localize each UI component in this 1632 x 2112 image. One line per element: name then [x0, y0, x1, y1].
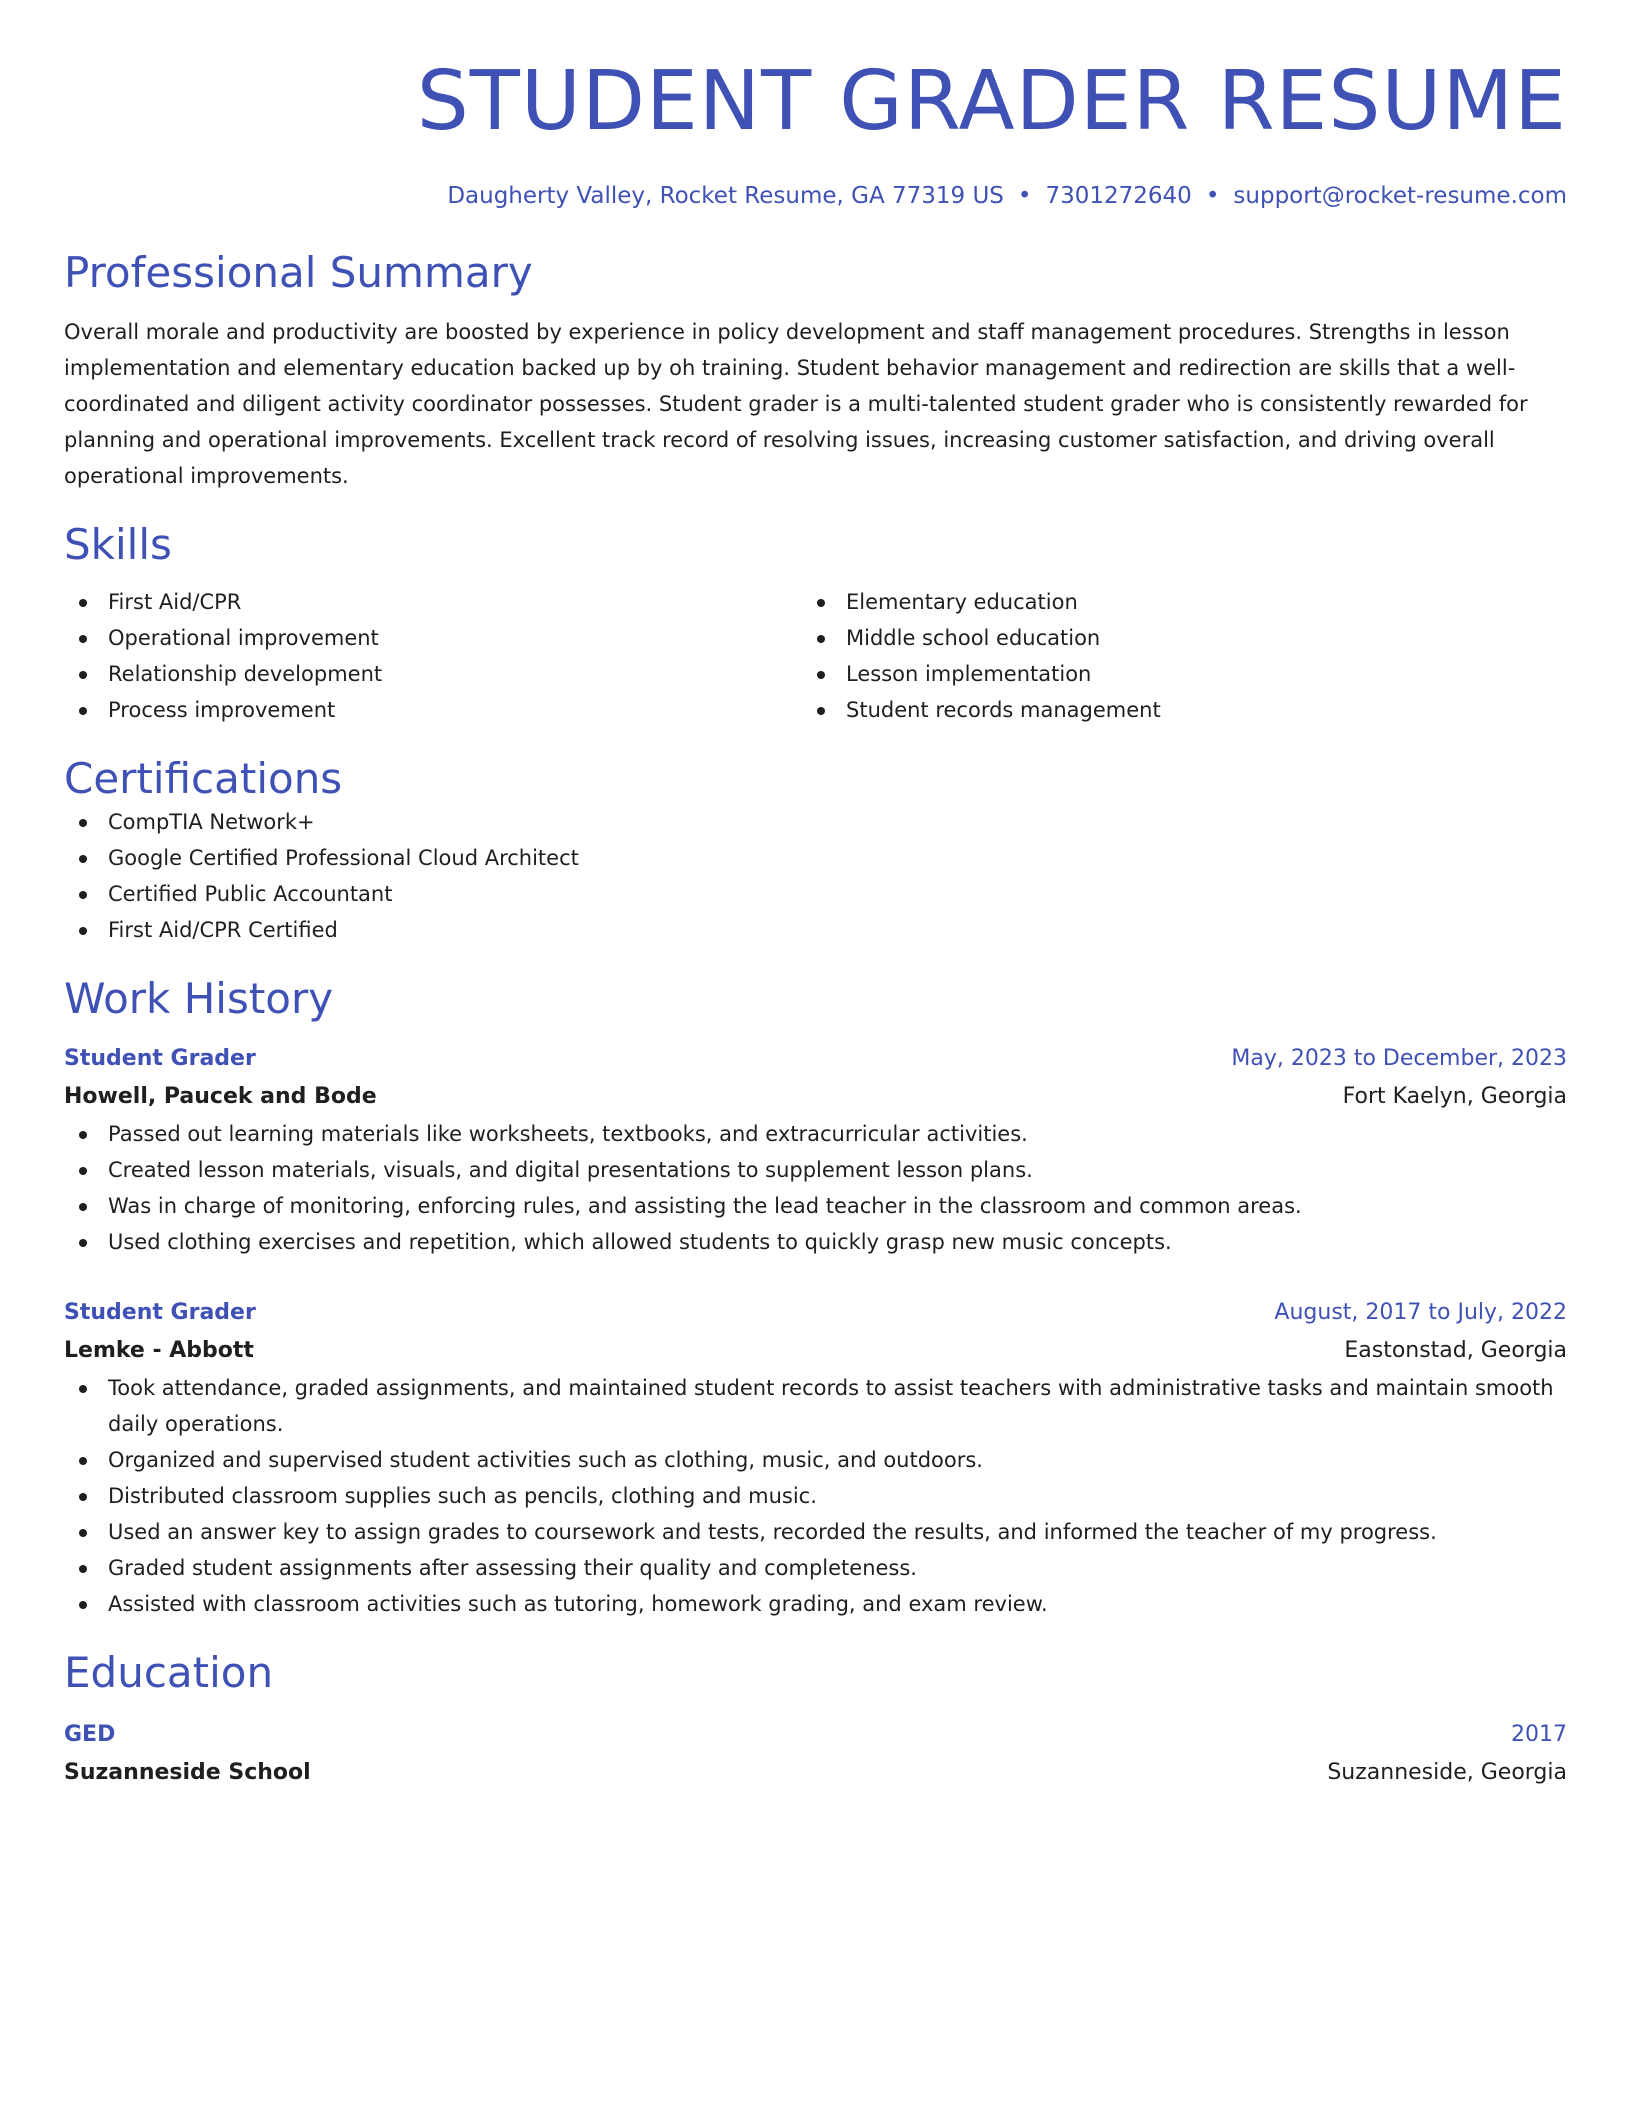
job-duty-item: Used clothing exercises and repetition, which allowed students to quickly grasp new music concepts. [64, 1224, 1567, 1260]
certification-item: CompTIA Network+ [64, 804, 1567, 840]
job-duty-item: Passed out learning materials like worksheets, textbooks, and extracurricular activities. [64, 1116, 1567, 1152]
job-location: Eastonstad, Georgia [1344, 1338, 1567, 1363]
certification-item: Google Certified Professional Cloud Architect [64, 840, 1567, 876]
education-year: 2017 [1511, 1722, 1567, 1747]
skill-item: Relationship development [64, 656, 802, 692]
education-entry [64, 1716, 1567, 1792]
contact-address: Daugherty Valley, Rocket Resume, GA 77319 US [447, 183, 1004, 209]
contact-separator: • [1017, 183, 1032, 209]
skills-heading: Skills [64, 520, 172, 569]
education-header [64, 1716, 1567, 1754]
job-header [64, 1040, 1567, 1078]
job-header [64, 1294, 1567, 1332]
job-duty-item: Was in charge of monitoring, enforcing rules, and assisting the lead teacher in the classroom and common areas. [64, 1188, 1567, 1224]
job-duty-item: Distributed classroom supplies such as pencils, clothing and music. [64, 1478, 1567, 1514]
contact-separator: • [1205, 183, 1220, 209]
skills-list [64, 584, 1567, 728]
job-duties [64, 1370, 1567, 1622]
summary-heading: Professional Summary [64, 248, 533, 297]
job-entry [64, 1294, 1567, 1622]
skill-item: Process improvement [64, 692, 802, 728]
job-duty-item: Created lesson materials, visuals, and digital presentations to supplement lesson plans. [64, 1152, 1567, 1188]
skill-item: Elementary education [802, 584, 1540, 620]
skills-column-left [64, 584, 802, 728]
work-history-heading: Work History [64, 974, 334, 1023]
job-duty-item: Assisted with classroom activities such as tutoring, homework grading, and exam review. [64, 1586, 1567, 1622]
job-duty-item: Graded student assignments after assessing their quality and completeness. [64, 1550, 1567, 1586]
certification-item: Certified Public Accountant [64, 876, 1567, 912]
job-entry [64, 1040, 1567, 1260]
job-dates: May, 2023 to December, 2023 [1231, 1046, 1567, 1071]
skill-item: Operational improvement [64, 620, 802, 656]
education-school: Suzanneside School [64, 1760, 311, 1785]
job-duty-item: Used an answer key to assign grades to coursework and tests, recorded the results, and informed the teacher of my progress. [64, 1514, 1567, 1550]
contact-phone: 7301272640 [1045, 183, 1192, 209]
job-duty-item: Organized and supervised student activities such as clothing, music, and outdoors. [64, 1442, 1567, 1478]
certifications-heading: Certifications [64, 754, 343, 803]
contact-email: support@rocket-resume.com [1233, 183, 1567, 209]
certification-item: First Aid/CPR Certified [64, 912, 1567, 948]
resume-title: STUDENT GRADER RESUME [416, 54, 1567, 149]
skill-item: Middle school education [802, 620, 1540, 656]
contact-line [64, 180, 1567, 212]
skill-item: First Aid/CPR [64, 584, 802, 620]
job-subheader [64, 1078, 1567, 1116]
job-duties [64, 1116, 1567, 1260]
education-subheader [64, 1754, 1567, 1792]
job-company: Howell, Paucek and Bode [64, 1084, 377, 1109]
job-subheader [64, 1332, 1567, 1370]
summary-text: Overall morale and productivity are boosted by experience in policy development and staff management procedures. Strengths in lesson implementation and elementary education backed up by oh training. Student behavior management and redirection are skills that a well-coordinated and diligent activity coordinator possesses. Student grader is a multi-talented student grader who is consistently rewarded for planning and operational improvements. Excellent track record of resolving issues, increasing customer satisfaction, and driving overall operational improvements. [64, 320, 1528, 488]
education-heading: Education [64, 1648, 274, 1697]
job-company: Lemke - Abbott [64, 1338, 254, 1363]
job-duty-item: Took attendance, graded assignments, and maintained student records to assist teachers with administrative tasks and maintain smooth daily operations. [64, 1370, 1567, 1442]
job-title: Student Grader [64, 1046, 256, 1071]
skill-item: Lesson implementation [802, 656, 1540, 692]
education-location: Suzanneside, Georgia [1327, 1760, 1567, 1785]
skills-column-right [802, 584, 1540, 728]
job-location: Fort Kaelyn, Georgia [1342, 1084, 1567, 1109]
education-degree: GED [64, 1722, 116, 1747]
certifications-list [64, 804, 1567, 948]
skill-item: Student records management [802, 692, 1540, 728]
job-dates: August, 2017 to July, 2022 [1274, 1300, 1567, 1325]
job-title: Student Grader [64, 1300, 256, 1325]
